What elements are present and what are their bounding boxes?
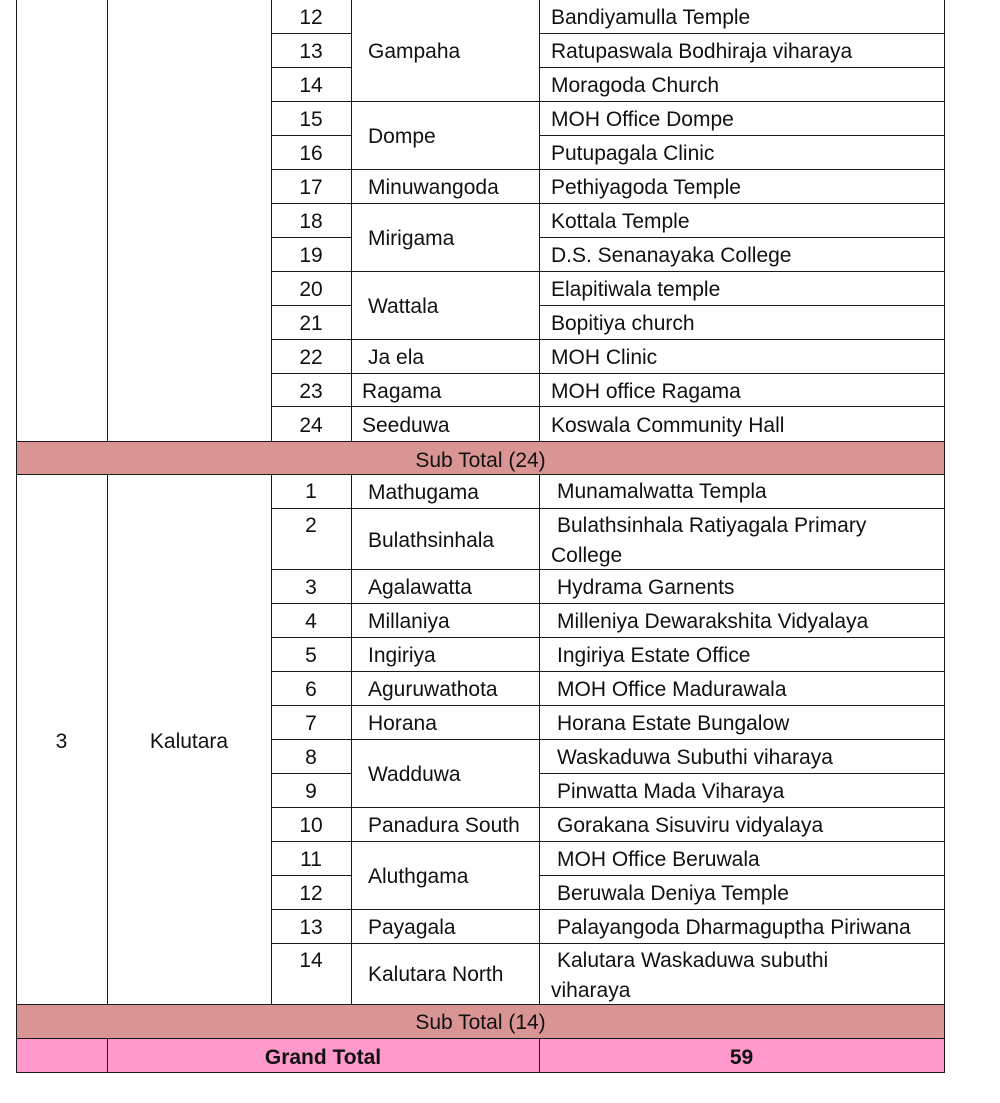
site-name: Ratupaswala Bodhiraja viharaya [551, 40, 853, 63]
site-number: 15 [299, 108, 323, 131]
site-name: Ingiriya Estate Office [557, 644, 751, 667]
grid-hline [271, 305, 352, 306]
area-name: Millaniya [368, 610, 450, 633]
area-name: Kalutara North [368, 963, 504, 986]
site-number: 6 [305, 678, 317, 701]
site-number: 23 [299, 380, 323, 403]
site-number: 13 [299, 40, 323, 63]
site-name: Hydrama Garnents [557, 576, 735, 599]
area-name: Seeduwa [362, 414, 450, 437]
site-name: MOH office Ragama [551, 380, 741, 403]
area-name: Mathugama [368, 481, 479, 504]
site-number: 1 [305, 480, 317, 503]
area-name: Ingiriya [368, 644, 436, 667]
site-name: Elapitiwala temple [551, 278, 721, 301]
site-name: Pinwatta Mada Viharaya [557, 780, 785, 803]
grid-hline [271, 373, 945, 374]
site-number: 14 [299, 74, 323, 97]
grid-hline [539, 237, 945, 238]
site-name: Moragoda Church [551, 74, 720, 97]
site-name: Bulathsinhala Ratiyagala Primary [557, 514, 867, 537]
grid-hline [271, 943, 945, 944]
area-name: Gampaha [368, 40, 461, 63]
district-name: Kalutara [149, 730, 229, 753]
grand-total-value: 59 [729, 1046, 754, 1069]
grid-hline [271, 339, 945, 340]
grid-hline [539, 67, 945, 68]
grid-hline [539, 135, 945, 136]
grid-vline-district-no [107, 0, 108, 441]
site-name: MOH Office Madurawala [557, 678, 787, 701]
site-name: Beruwala Deniya Temple [557, 882, 789, 905]
grid-hline [271, 169, 945, 170]
grid-hline [271, 671, 945, 672]
area-name: Ja ela [368, 346, 425, 369]
site-name: D.S. Senanayaka College [551, 244, 792, 267]
site-number: 10 [299, 814, 323, 837]
site-number: 14 [299, 949, 323, 972]
site-number: 4 [305, 610, 317, 633]
grid-hline [271, 705, 945, 706]
grid-hline [271, 203, 945, 204]
kalutara-subtotal: Sub Total (14) [415, 1011, 546, 1034]
grid-hline [271, 569, 945, 570]
grid-hline [271, 909, 945, 910]
site-number: 22 [299, 346, 323, 369]
area-name: Wattala [368, 295, 439, 318]
area-name: Panadura South [368, 814, 520, 837]
site-name: MOH Clinic [551, 346, 658, 369]
area-name: Aluthgama [368, 865, 469, 888]
grid-hline [271, 807, 945, 808]
grid-hline [271, 67, 352, 68]
site-name: Palayangoda Dharmaguptha Piriwana [557, 916, 911, 939]
site-name: Putupagala Clinic [551, 142, 715, 165]
grid-hline [539, 875, 945, 876]
site-name: Pethiyagoda Temple [551, 176, 741, 199]
site-number: 19 [299, 244, 323, 267]
grid-hline [539, 33, 945, 34]
site-name: Gorakana Sisuviru vidyalaya [557, 814, 824, 837]
site-number: 20 [299, 278, 323, 301]
area-name: Payagala [368, 916, 456, 939]
grid-hline [271, 271, 945, 272]
grid-hline [271, 603, 945, 604]
grid-hline [271, 637, 945, 638]
site-number: 16 [299, 142, 323, 165]
grid-hline [539, 773, 945, 774]
site-number: 18 [299, 210, 323, 233]
site-name: Milleniya Dewarakshita Vidyalaya [557, 610, 869, 633]
site-name: Kottala Temple [551, 210, 690, 233]
area-name: Wadduwa [368, 763, 461, 786]
grid-hline [16, 1004, 945, 1005]
site-number: 21 [299, 312, 323, 335]
grid-hline [271, 33, 352, 34]
site-number: 12 [299, 6, 323, 29]
site-name: Waskaduwa Subuthi viharaya [557, 746, 833, 769]
gampaha-subtotal: Sub Total (24) [415, 449, 546, 472]
site-name-continued: College [551, 544, 623, 567]
site-number: 2 [305, 514, 317, 537]
site-name: Bandiyamulla Temple [551, 6, 751, 29]
grid-hline [271, 773, 352, 774]
area-name: Horana [368, 712, 437, 735]
site-number: 12 [299, 882, 323, 905]
grid-hline [271, 406, 945, 407]
grand-total-label: Grand Total [264, 1046, 382, 1069]
site-name: Bopitiya church [551, 312, 695, 335]
area-name: Agalawatta [368, 576, 472, 599]
grid-hline [16, 1038, 945, 1039]
site-number: 17 [299, 176, 323, 199]
site-name: MOH Office Dompe [551, 108, 734, 131]
site-number: 24 [299, 414, 323, 437]
grid-hline [271, 135, 352, 136]
area-name: Aguruwathota [368, 678, 498, 701]
grid-hline [539, 305, 945, 306]
site-number: 9 [305, 780, 317, 803]
site-name: Munamalwatta Templa [557, 480, 767, 503]
grid-hline [271, 508, 945, 509]
site-number: 8 [305, 746, 317, 769]
site-name: Kalutara Waskaduwa subuthi [557, 949, 829, 972]
site-number: 7 [305, 712, 317, 735]
grid-hline [271, 237, 352, 238]
site-number: 5 [305, 644, 317, 667]
area-name: Dompe [368, 125, 436, 148]
site-name: Koswala Community Hall [551, 414, 785, 437]
grid-hline [16, 1072, 945, 1073]
grid-hline [271, 101, 945, 102]
grid-hline [16, 474, 945, 475]
area-name: Minuwangoda [368, 176, 499, 199]
grid-hline [271, 739, 945, 740]
site-name: MOH Office Beruwala [557, 848, 760, 871]
site-name: Horana Estate Bungalow [557, 712, 790, 735]
site-name-continued: viharaya [551, 979, 631, 1002]
grid-hline [271, 841, 945, 842]
grid-hline [16, 441, 945, 442]
area-name: Bulathsinhala [368, 529, 495, 552]
grid-hline [271, 875, 352, 876]
site-number: 11 [300, 848, 322, 871]
site-number: 13 [299, 916, 323, 939]
district-number: 3 [55, 730, 68, 753]
area-name: Mirigama [368, 227, 455, 250]
grid-vline-right [944, 0, 945, 1072]
grid-vline-left [16, 0, 17, 1072]
site-number: 3 [305, 576, 317, 599]
area-name: Ragama [362, 380, 442, 403]
